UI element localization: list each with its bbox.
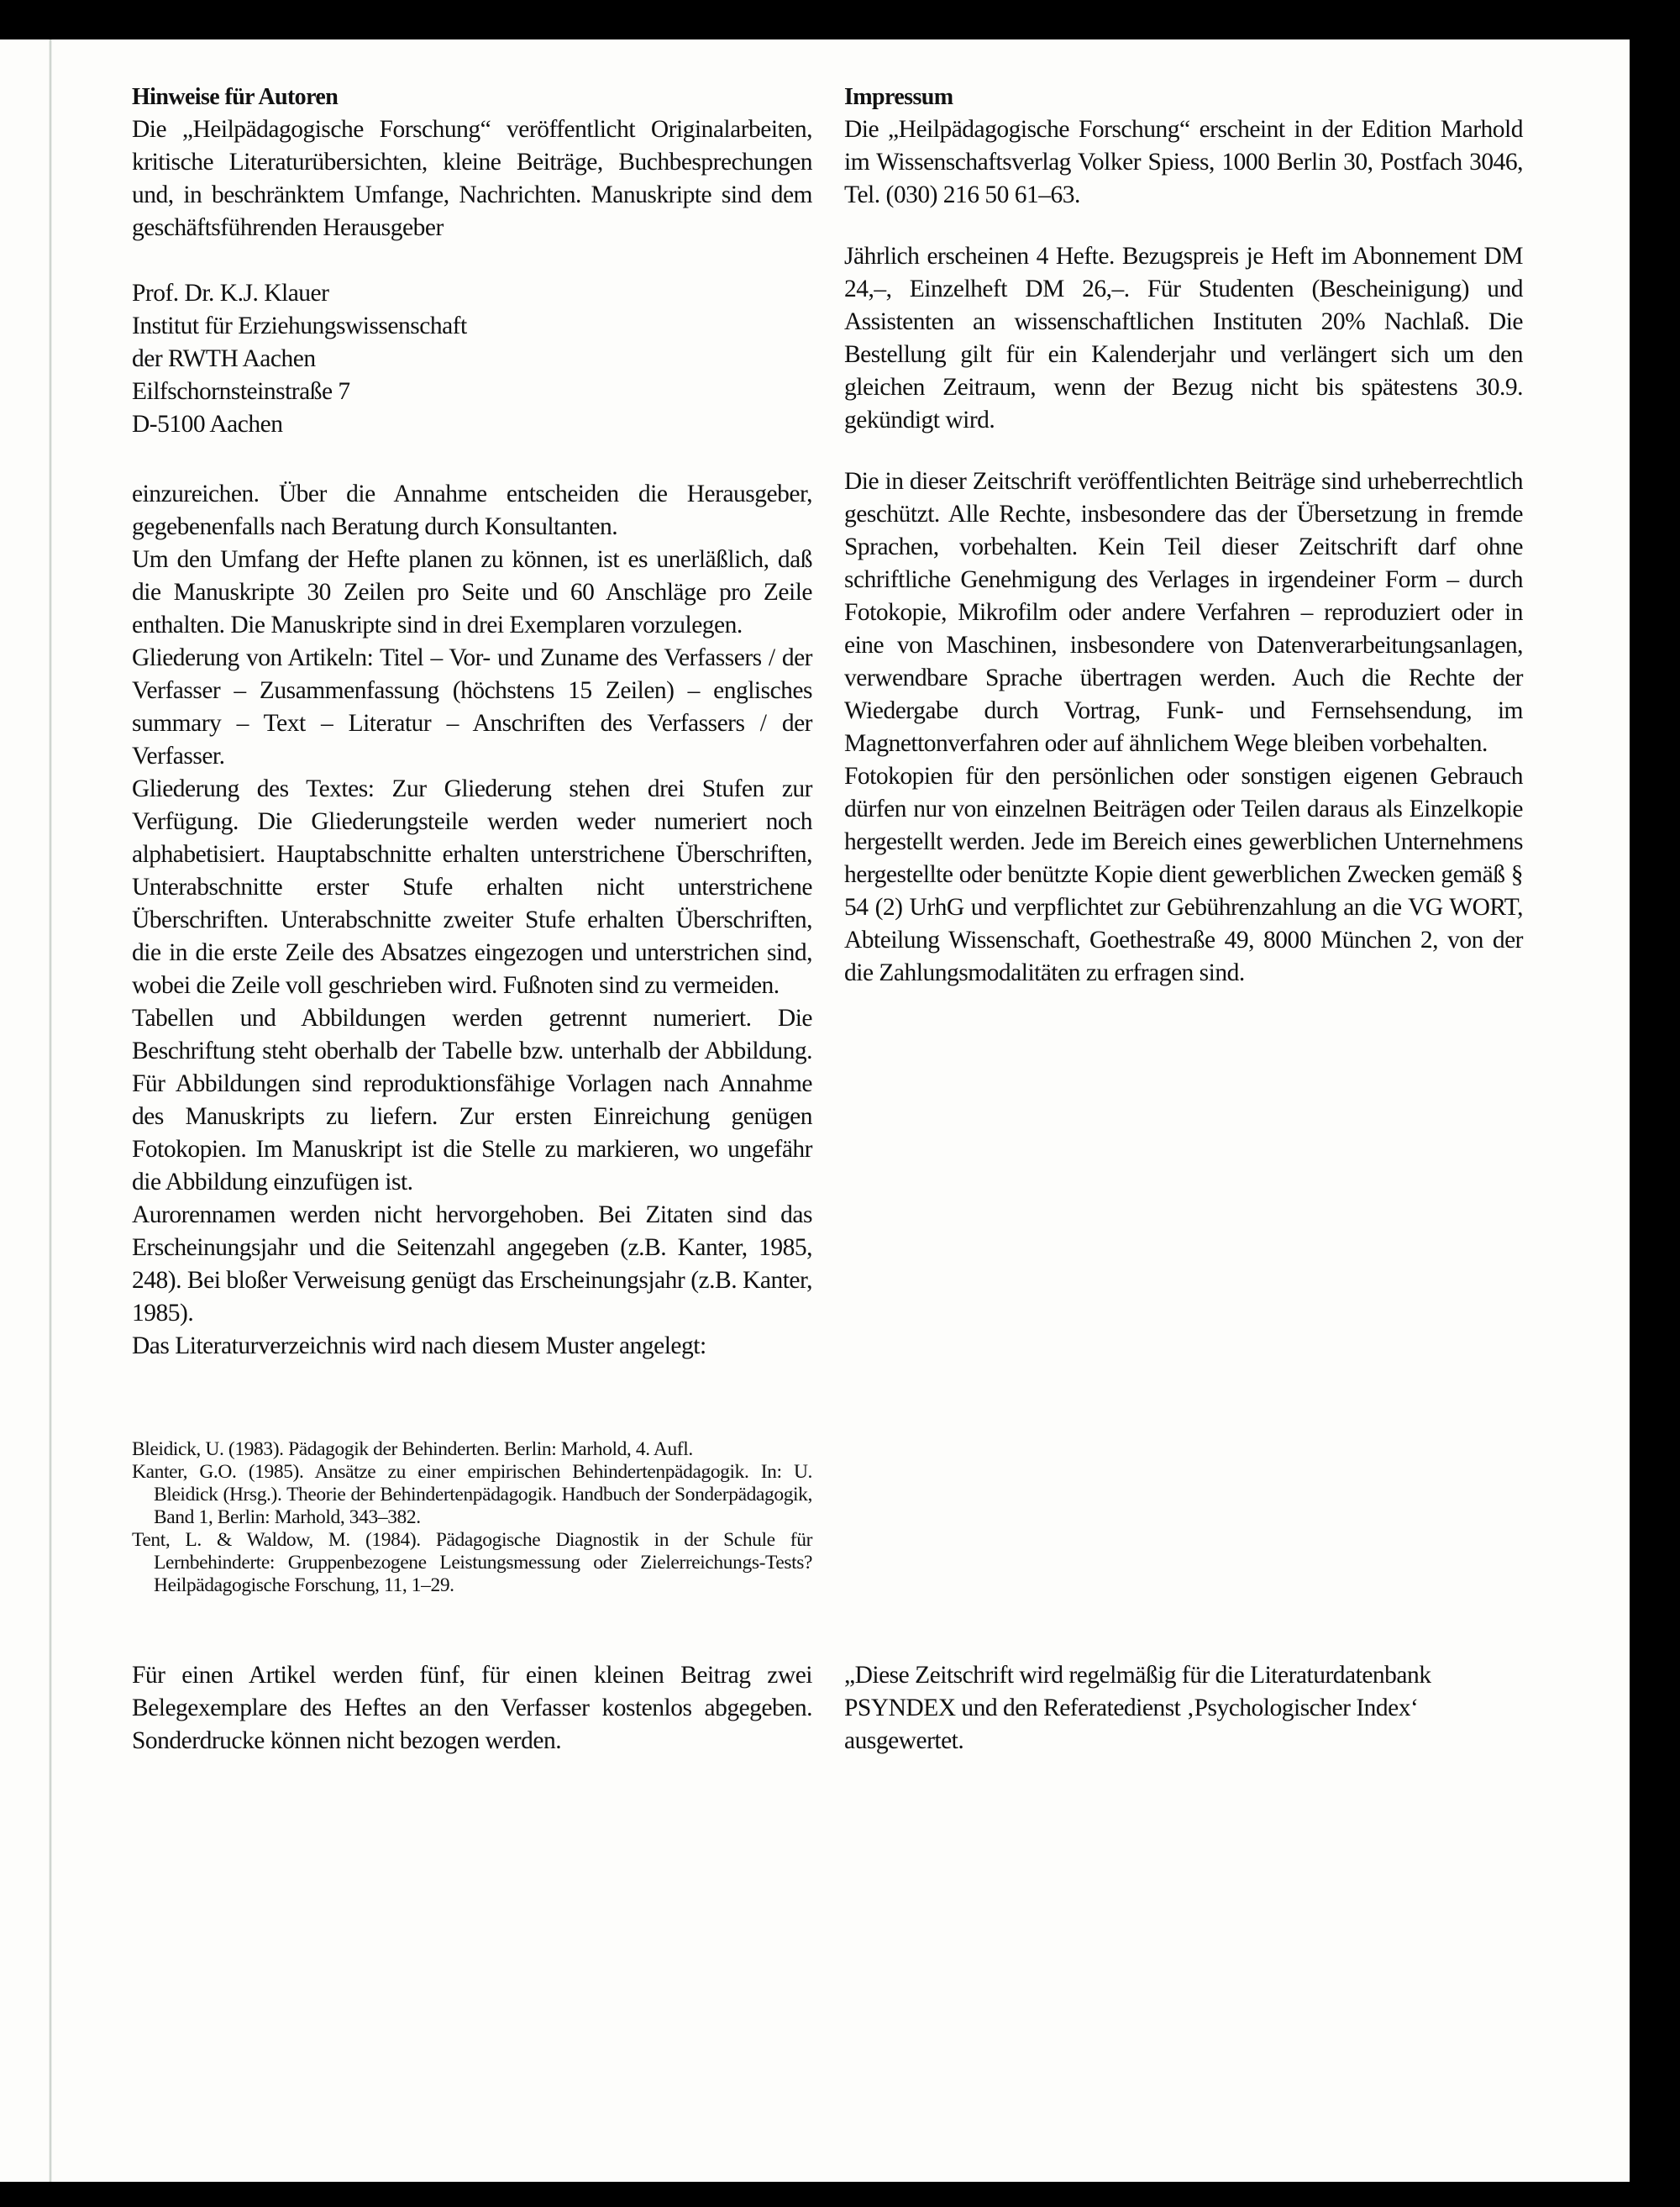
intro-paragraph: Die „Heilpädagogische Forschung“ veröffentlicht Originalarbeiten, kritische Literaturübersichten, kleine Beiträge, Buchbesprechungen und, in beschränktem Umfange, Nachrichten. Manuskripte sind dem geschäftsführenden Herausgeber bbox=[132, 116, 812, 241]
address-line: Institut für Erziehungswissenschaft bbox=[132, 313, 467, 339]
reference-item: Tent, L. & Waldow, M. (1984). Pädagogische Diagnostik in der Schule für Lernbehinderte: Gruppenbezogene Leistungsmessung oder Zielerreichungs-Tests? Heilpädagogische Forschung, 11, 1–29. bbox=[132, 1529, 812, 1596]
address-line: Prof. Dr. K.J. Klauer bbox=[132, 280, 329, 307]
editor-address bbox=[132, 277, 812, 441]
indexing-note bbox=[844, 1659, 1523, 1758]
closing-paragraph: Für einen Artikel werden fünf, für einen kleinen Beitrag zwei Belegexemplare des Heftes an den Verfasser kostenlos abgegeben. Sonderdrucke können nicht bezogen werden. bbox=[132, 1662, 812, 1754]
authors-guidelines-column bbox=[132, 81, 812, 1363]
address-line: Eilfschornsteinstraße 7 bbox=[132, 378, 350, 405]
section-heading-authors: Hinweise für Autoren bbox=[132, 84, 339, 110]
scanned-page bbox=[0, 39, 1630, 2182]
impressum-column bbox=[844, 81, 1523, 990]
tables-figures-paragraph: Tabellen und Abbildungen werden getrennt numeriert. Die Beschriftung steht oberhalb der Tabelle bzw. unterhalb der Abbildung. Für Abbildungen sind reproduktionsfähige Vorlagen nach Annahme des Manuskripts zu liefern. Zur ersten Einreichung genügen Fotokopien. Im Manuskript ist die Stelle zu markieren, wo ungefähr die Abbildung einzufügen ist. bbox=[132, 1005, 812, 1195]
manuscript-format-paragraph: Um den Umfang der Hefte planen zu können, ist es unerläßlich, daß die Manuskripte 30 Zeilen pro Seite und 60 Anschläge pro Zeile enthalten. Die Manuskripte sind in drei Exemplaren vorzulegen. bbox=[132, 546, 812, 638]
subscription-paragraph: Jährlich erscheinen 4 Hefte. Bezugspreis je Heft im Abonnement DM 24,–, Einzelheft DM 26,–. Für Studenten (Bescheinigung) und Assistenten an wissenschaftlichen Instituten 20% Nachlaß. Die Bestellung gilt für ein Kalenderjahr und verlängert sich um den gleichen Zeitraum, wenn der Bezug nicht bis spätestens 30.9. gekündigt wird. bbox=[844, 243, 1523, 434]
citation-paragraph: Aurorennamen werden nicht hervorgehoben. Bei Zitaten sind das Erscheinungsjahr und die Seitenzahl angegeben (z.B. Kanter, 1985, 248). Bei bloßer Verweisung genügt das Erscheinungsjahr (z.B. Kanter, 1985). bbox=[132, 1201, 812, 1327]
publisher-paragraph: Die „Heilpädagogische Forschung“ erscheint in der Edition Marhold im Wissenschaftsverlag Volker Spiess, 1000 Berlin 30, Postfach 3046, Tel. (030) 216 50 61–63. bbox=[844, 116, 1523, 208]
indexing-paragraph: „Diese Zeitschrift wird regelmäßig für die Literaturdatenbank PSYNDEX und den Referatedienst ‚Psychologischer Index‘ ausgewertet. bbox=[844, 1662, 1431, 1754]
submission-paragraph: einzureichen. Über die Annahme entscheiden die Herausgeber, gegebenenfalls nach Beratung durch Konsultanten. bbox=[132, 481, 812, 540]
article-structure-paragraph: Gliederung von Artikeln: Titel – Vor- und Zuname des Verfassers / der Verfasser – Zusammenfassung (höchstens 15 Zeilen) – englisches summary – Text – Literatur – Anschriften des Verfassers / der Verfasser. bbox=[132, 644, 812, 770]
photocopies-paragraph: Fotokopien für den persönlichen oder sonstigen eigenen Gebrauch dürfen nur von einzelnen Beiträgen oder Teilen daraus als Einzelkopie hergestellt werden. Jede im Bereich eines gewerblichen Unternehmens hergestellte oder benützte Kopie dient gewerblichen Zwecken gemäß § 54 (2) UrhG und verpflichtet zur Gebührenzahlung an die VG WORT, Abteilung Wissenschaft, Goethestraße 49, 8000 München 2, von der die Zahlungsmodalitäten zu erfragen sind. bbox=[844, 763, 1523, 986]
page-fold-line bbox=[49, 39, 52, 2182]
address-line: der RWTH Aachen bbox=[132, 345, 316, 372]
section-heading-impressum: Impressum bbox=[844, 84, 953, 110]
reference-item: Kanter, G.O. (1985). Ansätze zu einer empirischen Behindertenpädagogik. In: U. Bleidick (Hrsg.). Theorie der Behindertenpädagogik. Handbuch der Sonderpädagogik, Band 1, Berlin: Marhold, 343–382. bbox=[132, 1461, 812, 1528]
reference-item: Bleidick, U. (1983). Pädagogik der Behinderten. Berlin: Marhold, 4. Aufl. bbox=[132, 1438, 693, 1460]
text-structure-paragraph: Gliederung des Textes: Zur Gliederung stehen drei Stufen zur Verfügung. Die Gliederungsteile werden weder numeriert noch alphabetisiert. Hauptabschnitte erhalten unterstrichene Überschriften, Unterabschnitte erster Stufe erhalten nicht unterstrichene Überschriften. Unterabschnitte zweiter Stufe erhalten Überschriften, die in die erste Zeile des Absatzes eingezogen und unterstrichen sind, wobei die Zeile voll geschrieben wird. Fußnoten sind zu vermeiden. bbox=[132, 775, 812, 999]
author-copies-note bbox=[132, 1659, 812, 1758]
copyright-paragraph: Die in dieser Zeitschrift veröffentlichten Beiträge sind urheberrechtlich geschützt. Alle Rechte, insbesondere das der Übersetzung in fremde Sprachen, vorbehalten. Kein Teil dieser Zeitschrift darf ohne schriftliche Genehmigung des Verlages in irgendeiner Form – durch Fotokopie, Mikrofilm oder andere Verfahren – reproduziert oder in eine von Maschinen, insbesondere von Datenverarbeitungsanlagen, verwendbare Sprache übertragen werden. Auch die Rechte der Wiedergabe durch Vortrag, Funk- und Fernsehsendung, im Magnettonverfahren oder auf ähnlichem Wege bleiben vorbehalten. bbox=[844, 468, 1523, 757]
reference-list bbox=[132, 1438, 812, 1597]
address-line: D-5100 Aachen bbox=[132, 411, 283, 438]
bibliography-intro: Das Literaturverzeichnis wird nach diesem Muster angelegt: bbox=[132, 1332, 706, 1359]
